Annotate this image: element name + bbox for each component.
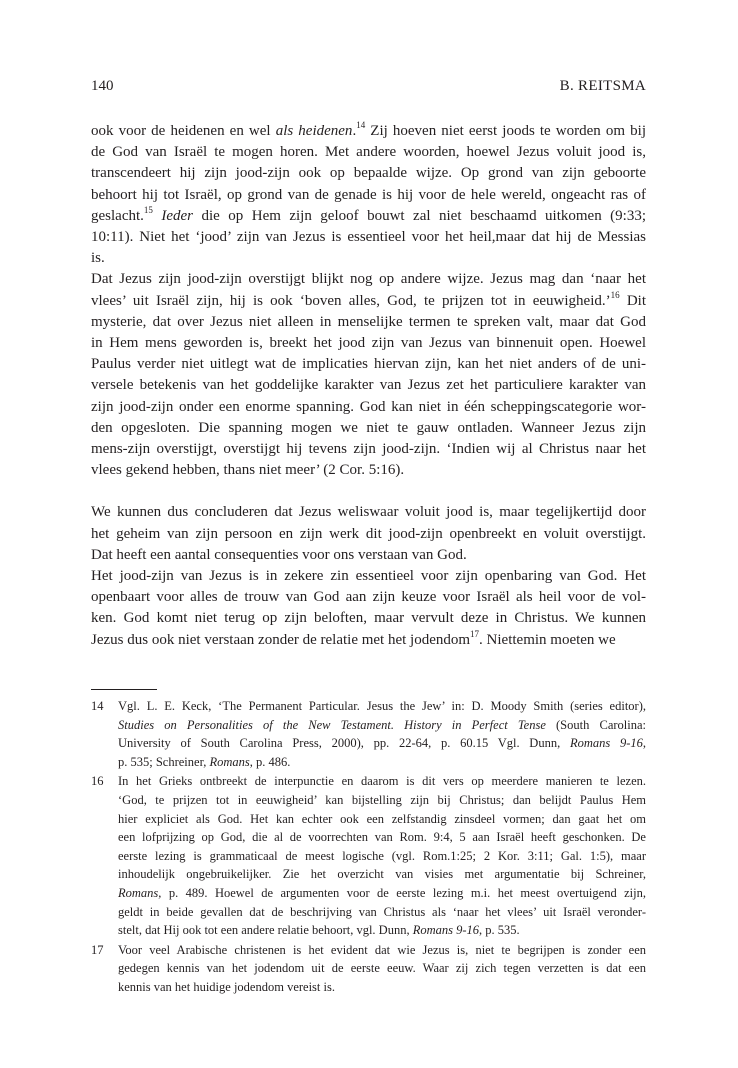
- footnote-line: Studies on Personalities of the New Testament. History in Perfect Tense (South Carolina:: [118, 717, 647, 732]
- footnote-line: Vgl. L. E. Keck, ‘The Permanent Particular. Jesus the Jew’ in: D. Moody Smith (series editor),: [118, 699, 646, 713]
- emphasis: Ieder: [161, 207, 194, 224]
- text-line: 10:11). Niet het ‘jood’ zijn van Jezus is essentieel voor het heil,maar dat hij de Messias: [91, 229, 646, 246]
- footnote-line: In het Grieks ontbreekt de interpunctie en daarom is dit vers op meerdere manieren te lezen.: [118, 774, 646, 789]
- footnote-line: stelt, dat Hij ook tot een andere relatie behoort, vgl. Dunn, Romans 9-16, p. 535.: [118, 923, 520, 938]
- paragraph: [91, 269, 646, 481]
- text-line: vlees gekend hebben, thans niet meer’ (2 Cor. 5:16).: [91, 462, 405, 479]
- text-line: Jezus dus ook niet verstaan zonder de relatie met het jodendom$^{17}$. Niettemin moeten we: [91, 628, 616, 648]
- footnote-separator: [91, 689, 157, 690]
- text-line: in Hem mens geworden is, breekt het jood zijn van Jezus van binnenuit open. Hoewel: [91, 335, 646, 352]
- text-line: zijn jood-zijn onder een enorme spanning. God kan niet in één scheppingscategorie wor-: [91, 398, 646, 415]
- footnote-line: p. 535; Schreiner, Romans, p. 486.: [118, 754, 291, 769]
- paragraph: [91, 566, 646, 651]
- footnotes: [91, 697, 646, 998]
- footnote-reference: 17: [470, 628, 480, 639]
- text-line: Paulus verder niet uitlegt wat de implicaties hiervan zijn, kan het niet anders of de uni-: [91, 356, 646, 373]
- running-head-author: B. REITSMA: [559, 78, 646, 94]
- italic-title: Studies on Personalities of the New Testament. History in Perfect Tense: [118, 717, 546, 732]
- running-head: [91, 78, 646, 98]
- page-number: 140: [91, 78, 114, 94]
- footnote-line: inhoudelijk ongebruikelijker. Zie het overzicht van visies met argumentatie bij Schreiner,: [118, 867, 646, 882]
- paragraph: [91, 121, 646, 269]
- text-line: den opgesloten. Die spanning mogen we niet te gauw ontladen. Wanneer Jezus zijn: [91, 419, 646, 436]
- italic-title: Romans 9-16: [412, 923, 480, 938]
- footnote-text: [118, 941, 646, 997]
- footnote-number: 17: [91, 942, 104, 957]
- italic-title: Romans,: [118, 885, 162, 900]
- footnote-line: Voor veel Arabische christenen is het evident dat wie Jezus is, niet te begrijpen is zonder een: [118, 942, 646, 957]
- text-line: het geheim van zijn persoon en zijn werk dit jood-zijn openbreekt en voluit overstijgt.: [91, 525, 646, 542]
- footnote-line: hier expliciet als God. Het kan echter ook een zelfstandig zinsdeel vormen; dan gaat het om: [118, 811, 646, 826]
- paragraph: [91, 502, 646, 566]
- footnote-line: kennis van het huidige jodendom vereist is.: [118, 979, 335, 994]
- footnote-line: geldt in beide gevallen dat de beschrijving van Christus als ‘naar het vlees’ uit Israël veronder-: [118, 904, 646, 919]
- text-line: behoort hij tot Israël, op grond van de genade is hij voor de hele wereld, ongeacht ras of: [91, 186, 646, 203]
- footnote-number: 16: [91, 774, 104, 789]
- text-line: ook voor de heidenen en wel als heidenen.$^{14}$ Zij hoeven niet eerst joods te worden om bij: [91, 120, 646, 139]
- text-line: versele betekenis van het goddelijke karakter van Jezus zet het particuliere karakter van: [91, 377, 646, 394]
- emphasis: als heidenen: [275, 123, 353, 139]
- text-line: mens-zijn overstijgt, overstijgt hij tevens zijn jood-zijn. ‘Indien wij al Christus naar het: [91, 441, 646, 458]
- footnote-reference: 14: [356, 120, 366, 130]
- footnote-line: gedegen kennis van het jodendom uit de eerste eeuw. Waar zij zich tegen verzetten is dat een: [118, 961, 646, 976]
- footnote-line: University of South Carolina Press, 2000), pp. 22-64, p. 60.15 Vgl. Dunn, Romans 9-16,: [118, 736, 646, 751]
- footnote-line: eerste lezing is grammaticaal de meest logische (vgl. Rom.1:25; 2 Kor. 3:11; Gal. 1:5), maar: [118, 848, 646, 863]
- text-line: ken. God komt niet terug op zijn beloften, maar vervult deze in Christus. We kunnen: [91, 610, 646, 627]
- footnote-reference: 16: [610, 289, 620, 300]
- text-line: We kunnen dus concluderen dat Jezus weliswaar voluit jood is, maar tegelijkertijd door: [91, 504, 646, 521]
- text-line: geslacht.$^{15}$ Ieder die op Hem zijn geloof bouwt zal niet beschaamd uitkomen (9:33;: [91, 204, 646, 224]
- footnote-number: 14: [91, 699, 104, 713]
- footnote-16: [91, 772, 646, 939]
- text-line: openbaart voor alles de trouw van God aan zijn keuze voor Israël als heil voor de vol-: [91, 589, 646, 606]
- footnote-text: [118, 697, 646, 771]
- text-line: Het jood-zijn van Jezus is in zekere zin essentieel voor zijn openbaring van God. Het: [91, 568, 646, 585]
- italic-title: Romans 9-16: [569, 736, 643, 751]
- footnote-line: een lofprijzing op God, die al de voorrechten van Rom. 9:4, 5 aan Israël heeft geschonken. De: [118, 830, 646, 845]
- footnote-14: [91, 697, 646, 771]
- footnote-line: Romans, p. 489. Hoewel de argumenten voor de eerste lezing m.i. het meest overtuigend zijn,: [118, 885, 646, 900]
- text-line: is.: [91, 250, 105, 267]
- main-text: [91, 121, 646, 651]
- text-line: de God van Israël te mogen horen. Met andere woorden, hoewel Jezus voluit jood is,: [91, 144, 646, 161]
- footnote-line: ‘God, te prijzen tot in eeuwigheid’ kan bijstelling zijn bij Christus; dan belijdt Paulus Hem: [118, 792, 646, 807]
- text-line: Dat Jezus zijn jood-zijn overstijgt blijkt nog op andere wijze. Jezus mag dan ‘naar het: [91, 271, 646, 288]
- text-line: mysterie, dat over Jezus niet alleen in menselijke termen te spreken valt, maar dat God: [91, 313, 646, 330]
- footnote-text: [118, 772, 646, 939]
- text-line: vlees’ uit Israël zijn, hij is ook ‘boven alles, God, te prijzen tot in eeuwigheid.’$^{16}$ Dit: [91, 289, 646, 309]
- text-line: Dat heeft een aantal consequenties voor ons verstaan van God.: [91, 546, 467, 563]
- text-line: transcendeert hij zijn jood-zijn ook op bepaalde wijze. Op grond van zijn geboorte: [91, 165, 646, 182]
- footnote-reference: 15: [143, 204, 153, 215]
- footnote-17: [91, 941, 646, 997]
- page: [91, 0, 646, 1068]
- italic-title: Romans: [209, 754, 250, 769]
